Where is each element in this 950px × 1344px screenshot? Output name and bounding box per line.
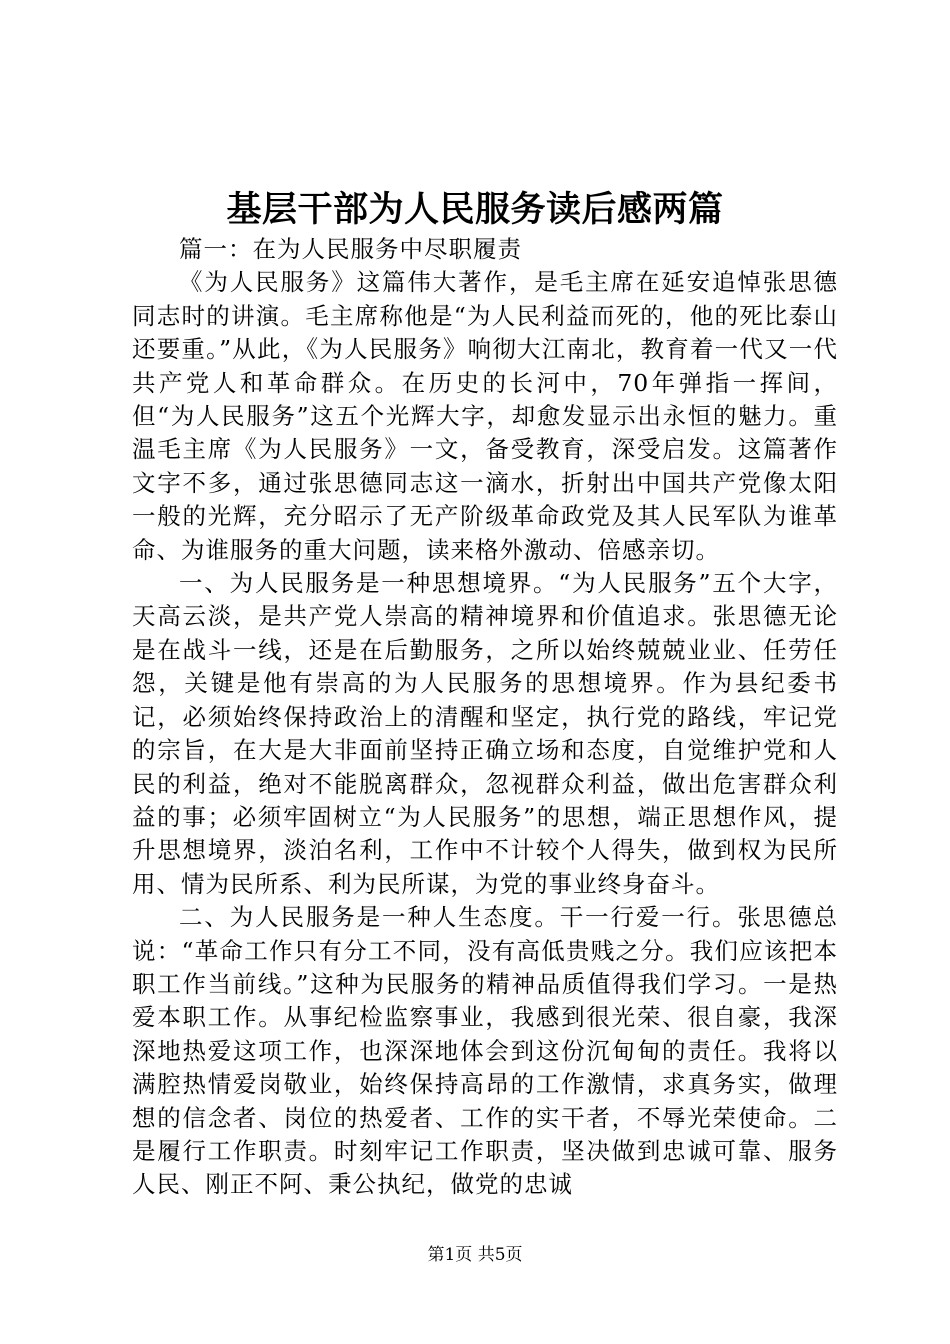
document-title: 基层干部为人民服务读后感两篇 <box>226 189 724 230</box>
paragraph: 一、为人民服务是一种思想境界。“为人民服务”五个大字，天高云淡，是共产党人崇高的精神境界和价值追求。张思德无论是在战斗一线，还是在后勤服务，之所以始终兢兢业业、任劳任怨，关键是他有崇高的为人民服务的思想境界。作为县纪委书记，必须始终保持政治上的清醒和坚定，执行党的路线，牢记党的宗旨，在大是大非面前坚持正确立场和态度，自觉维护党和人民的利益，绝对不能脱离群众，忽视群众利益，做出危害群众利益的事；必须牢固树立“为人民服务”的思想，端正思想作风，提升思想境界，淡泊名利，工作中不计较个人得失，做到权为民所用、情为民所系、利为民所谋，为党的事业终身奋斗。 <box>132 569 838 898</box>
document-body <box>132 233 838 1202</box>
paragraph: 《为人民服务》这篇伟大著作，是毛主席在延安追悼张思德同志时的讲演。毛主席称他是“为人民利益而死的，他的死比泰山还要重。”从此，《为人民服务》响彻大江南北，教育着一代又一代共产党人和革命群众。在历史的长河中，70年弹指一挥间，但“为人民服务”这五个光辉大字，却愈发显示出永恒的魅力。重温毛主席《为人民服务》一文，备受教育，深受启发。这篇著作文字不多，通过张思德同志这一滴水，折射出中国共产党像太阳一般的光辉，充分昭示了无产阶级革命政党及其人民军队为谁革命、为谁服务的重大问题，读来格外激动、倍感亲切。 <box>132 268 838 564</box>
page-number-footer: 第1页 共5页 <box>427 1245 523 1265</box>
paragraph: 二、为人民服务是一种人生态度。干一行爱一行。张思德总说：“革命工作只有分工不同，没有高低贵贱之分。我们应该把本职工作当前线。”这种为民服务的精神品质值得我们学习。一是热爱本职工作。从事纪检监察事业，我感到很光荣、很自豪，我深深地热爱这项工作，也深深地体会到这份沉甸甸的责任。我将以满腔热情爱岗敬业，始终保持高昂的工作激情，求真务实，做理想的信念者、岗位的热爱者、工作的实干者，不辱光荣使命。二是履行工作职责。时刻牢记工作职责，坚决做到忠诚可靠、服务人民、刚正不阿、秉公执纪，做党的忠诚 <box>132 903 838 1199</box>
section-heading: 篇一：在为人民服务中尽职履责 <box>179 235 522 263</box>
